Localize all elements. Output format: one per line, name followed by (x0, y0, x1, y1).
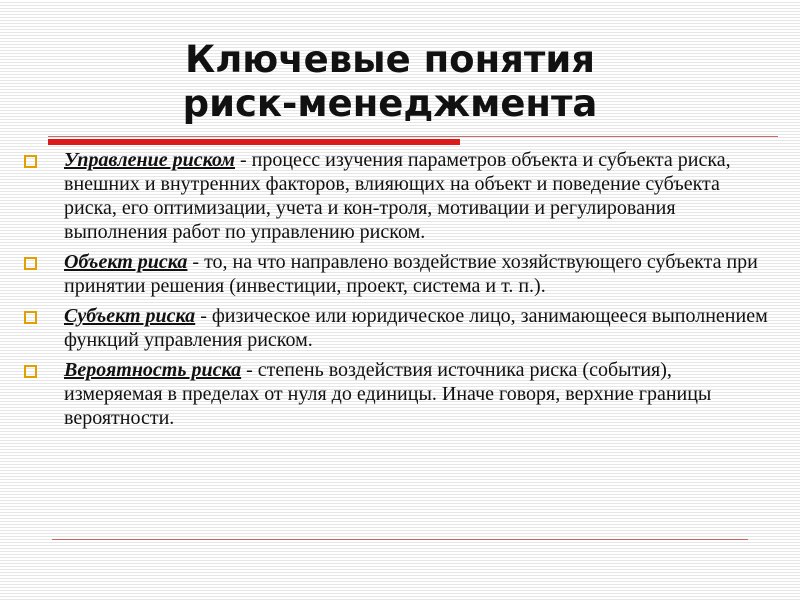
slide-title-line-2: риск-менеджмента (182, 82, 598, 125)
bullet-definition: - то, на что направлено воздействие хозяйствующего субъекта при принятии решения (инвестиции, проект, система и т. п.). (64, 251, 758, 297)
hollow-square-bullet-icon (24, 311, 37, 324)
bullet-term: Объект риска (64, 251, 188, 273)
bullet-definition: - процесс изучения параметров объекта и субъекта риска, внешних и внутренних факторов, влияющих на объект и поведение субъекта риска, его оптимизации, учета и кон-троля, мотивации и регулирования выполнения работ по управлению риском. (64, 149, 731, 243)
bullet-list (22, 148, 772, 436)
slide-title (150, 38, 630, 126)
hollow-square-bullet-icon (24, 257, 37, 270)
bullet-term: Вероятность риска (64, 359, 242, 381)
slide-title-line-1: Ключевые понятия (184, 38, 596, 81)
title-divider-accent (48, 139, 460, 145)
bullet-item-risk-management (22, 148, 772, 244)
hollow-square-bullet-icon (24, 155, 37, 168)
footer-divider (52, 539, 748, 540)
title-divider-thin (48, 136, 778, 137)
bullet-definition: - физическое или юридическое лицо, занимающееся выполнением функций управления риском. (64, 305, 768, 351)
bullet-term: Субъект риска (64, 305, 196, 327)
bullet-term: Управление риском (64, 149, 235, 171)
bullet-item-risk-object (22, 250, 772, 298)
bullet-definition: - степень воздействия источника риска (события), измеряемая в пределах от нуля до единицы. Иначе говоря, верхние границы вероятности. (64, 359, 712, 429)
bullet-item-risk-subject (22, 304, 772, 352)
bullet-item-risk-probability (22, 358, 772, 430)
hollow-square-bullet-icon (24, 365, 37, 378)
